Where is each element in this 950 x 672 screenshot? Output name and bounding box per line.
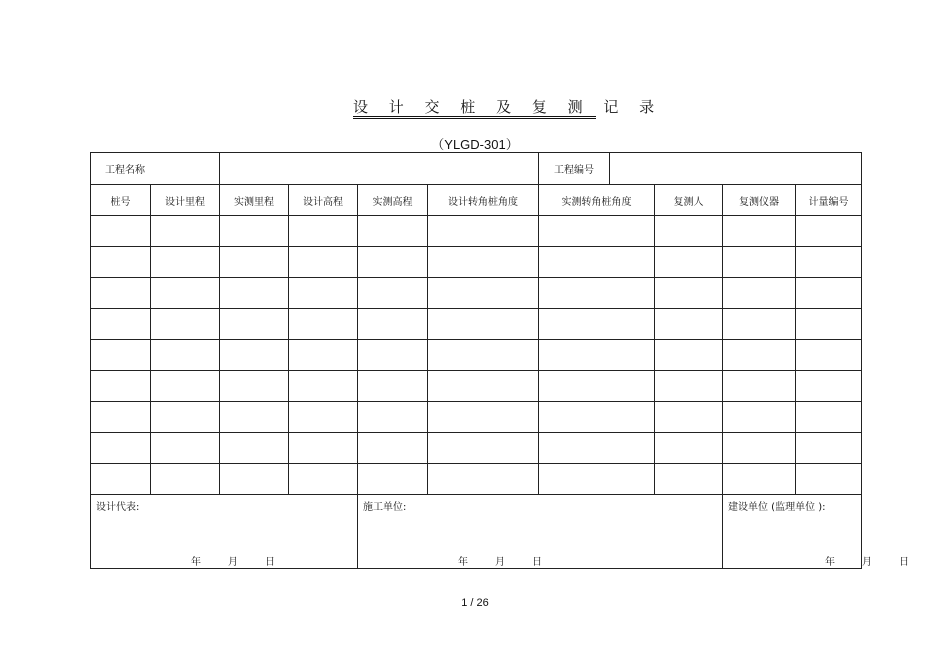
project-name-label-cell bbox=[91, 153, 220, 185]
header-cell: 设计里程 bbox=[151, 185, 220, 216]
table-cell[interactable] bbox=[358, 309, 428, 340]
table-cell[interactable] bbox=[151, 278, 220, 309]
table-cell[interactable] bbox=[796, 278, 862, 309]
table-cell[interactable] bbox=[151, 433, 220, 464]
table-cell[interactable] bbox=[655, 216, 723, 247]
table-cell[interactable] bbox=[289, 216, 358, 247]
table-cell[interactable] bbox=[723, 433, 796, 464]
table-cell[interactable] bbox=[91, 464, 151, 495]
table-cell[interactable] bbox=[91, 247, 151, 278]
table-cell[interactable] bbox=[428, 371, 539, 402]
table-cell[interactable] bbox=[723, 216, 796, 247]
signature-label: 建设单位 (监理单位 ): bbox=[728, 502, 826, 513]
table-cell[interactable] bbox=[796, 340, 862, 371]
table-row bbox=[91, 340, 862, 371]
header-cell: 设计转角桩角度 bbox=[428, 185, 539, 216]
table-cell[interactable] bbox=[796, 464, 862, 495]
table-cell[interactable] bbox=[723, 309, 796, 340]
table-cell[interactable] bbox=[655, 340, 723, 371]
table-cell[interactable] bbox=[539, 433, 655, 464]
table-cell[interactable] bbox=[220, 433, 289, 464]
project-number-inner bbox=[539, 153, 861, 184]
table-cell[interactable] bbox=[358, 402, 428, 433]
table-cell[interactable] bbox=[151, 371, 220, 402]
header-cell: 实测转角桩角度 bbox=[539, 185, 655, 216]
header-cell: 实测里程 bbox=[220, 185, 289, 216]
signature-construction-unit[interactable] bbox=[358, 495, 723, 569]
table-cell[interactable] bbox=[289, 309, 358, 340]
table-cell[interactable] bbox=[358, 433, 428, 464]
table-cell[interactable] bbox=[796, 309, 862, 340]
table-cell[interactable] bbox=[655, 278, 723, 309]
table-cell[interactable] bbox=[723, 247, 796, 278]
table-cell[interactable] bbox=[655, 402, 723, 433]
table-cell[interactable] bbox=[220, 216, 289, 247]
table-cell[interactable] bbox=[428, 433, 539, 464]
table-cell[interactable] bbox=[655, 309, 723, 340]
signature-row bbox=[91, 495, 862, 569]
table-cell[interactable] bbox=[358, 278, 428, 309]
table-cell[interactable] bbox=[796, 433, 862, 464]
table-cell[interactable] bbox=[539, 402, 655, 433]
header-cell: 复测人 bbox=[655, 185, 723, 216]
table-cell[interactable] bbox=[91, 433, 151, 464]
project-number-value[interactable] bbox=[610, 153, 862, 184]
table-cell[interactable] bbox=[151, 247, 220, 278]
table-row bbox=[91, 278, 862, 309]
table-row bbox=[91, 464, 862, 495]
table-cell[interactable] bbox=[91, 402, 151, 433]
signature-label: 施工单位: bbox=[363, 502, 407, 513]
header-row bbox=[91, 185, 862, 216]
table-cell[interactable] bbox=[358, 464, 428, 495]
table-cell[interactable] bbox=[428, 247, 539, 278]
table-row bbox=[91, 309, 862, 340]
table-cell[interactable] bbox=[220, 371, 289, 402]
table-cell[interactable] bbox=[358, 340, 428, 371]
header-cell: 复测仪器 bbox=[723, 185, 796, 216]
table-cell[interactable] bbox=[151, 309, 220, 340]
table-cell[interactable] bbox=[289, 340, 358, 371]
table-cell[interactable] bbox=[723, 371, 796, 402]
signature-date: 年 月 日 bbox=[191, 557, 275, 568]
table-cell[interactable] bbox=[289, 464, 358, 495]
table-cell[interactable] bbox=[723, 464, 796, 495]
table-row bbox=[91, 247, 862, 278]
table-cell[interactable] bbox=[539, 247, 655, 278]
table-cell[interactable] bbox=[289, 433, 358, 464]
table-cell[interactable] bbox=[151, 216, 220, 247]
table-cell[interactable] bbox=[220, 247, 289, 278]
table-cell[interactable] bbox=[796, 216, 862, 247]
project-number-cell bbox=[539, 153, 862, 185]
table-cell[interactable] bbox=[539, 464, 655, 495]
table-cell[interactable] bbox=[539, 216, 655, 247]
table-cell[interactable] bbox=[91, 371, 151, 402]
data-rows bbox=[91, 216, 862, 495]
table-cell[interactable] bbox=[151, 402, 220, 433]
table-cell[interactable] bbox=[539, 278, 655, 309]
table-cell[interactable] bbox=[289, 371, 358, 402]
signature-date: 年 月 日 bbox=[458, 557, 542, 568]
table-cell[interactable] bbox=[220, 278, 289, 309]
signature-date: 年 月 日 bbox=[825, 557, 909, 568]
table-cell[interactable] bbox=[151, 340, 220, 371]
table-row bbox=[91, 371, 862, 402]
table-cell[interactable] bbox=[723, 402, 796, 433]
table-cell[interactable] bbox=[289, 402, 358, 433]
project-number-label: 工程编号 bbox=[539, 153, 610, 184]
table-cell[interactable] bbox=[91, 216, 151, 247]
project-name-value[interactable] bbox=[220, 153, 539, 185]
page-indicator: 1 / 26 bbox=[461, 597, 489, 609]
signature-design-rep[interactable] bbox=[91, 495, 358, 569]
table-cell[interactable] bbox=[428, 464, 539, 495]
table-cell[interactable] bbox=[289, 247, 358, 278]
header-cell: 设计高程 bbox=[289, 185, 358, 216]
table-cell[interactable] bbox=[91, 278, 151, 309]
table-cell[interactable] bbox=[358, 371, 428, 402]
table-cell[interactable] bbox=[655, 247, 723, 278]
title-underline-double bbox=[353, 118, 596, 119]
form-code: （YLGD-301） bbox=[431, 137, 519, 152]
table-cell[interactable] bbox=[655, 464, 723, 495]
table-cell[interactable] bbox=[428, 216, 539, 247]
document-title: 设 计 交 桩 及 复 测 记 录 bbox=[353, 98, 663, 116]
table-cell[interactable] bbox=[428, 309, 539, 340]
table-cell[interactable] bbox=[428, 340, 539, 371]
header-cell: 桩号 bbox=[91, 185, 151, 216]
table-cell[interactable] bbox=[358, 247, 428, 278]
table-cell[interactable] bbox=[539, 371, 655, 402]
table-cell[interactable] bbox=[91, 309, 151, 340]
table-row bbox=[91, 433, 862, 464]
title-underline bbox=[353, 116, 596, 117]
header-cell: 实测高程 bbox=[358, 185, 428, 216]
table-cell[interactable] bbox=[428, 278, 539, 309]
table-cell[interactable] bbox=[723, 340, 796, 371]
table-cell[interactable] bbox=[289, 278, 358, 309]
table-cell[interactable] bbox=[358, 216, 428, 247]
project-name-label: 工程名称 bbox=[105, 165, 145, 176]
table-cell[interactable] bbox=[655, 433, 723, 464]
signature-label: 设计代表: bbox=[96, 502, 140, 513]
record-table bbox=[90, 152, 909, 569]
table-cell[interactable] bbox=[796, 247, 862, 278]
signature-owner-supervisor[interactable] bbox=[723, 495, 909, 569]
project-row bbox=[91, 153, 862, 185]
table-cell[interactable] bbox=[539, 340, 655, 371]
table-cell[interactable] bbox=[539, 309, 655, 340]
header-cell: 计量编号 bbox=[796, 185, 862, 216]
table-cell[interactable] bbox=[723, 278, 796, 309]
table-cell[interactable] bbox=[220, 340, 289, 371]
table-cell[interactable] bbox=[91, 340, 151, 371]
table-cell[interactable] bbox=[796, 371, 862, 402]
table-cell[interactable] bbox=[151, 464, 220, 495]
table-row bbox=[91, 402, 862, 433]
table-cell[interactable] bbox=[220, 402, 289, 433]
table-cell[interactable] bbox=[220, 309, 289, 340]
table-cell[interactable] bbox=[220, 464, 289, 495]
table-cell[interactable] bbox=[428, 402, 539, 433]
table-row bbox=[91, 216, 862, 247]
table-cell[interactable] bbox=[796, 402, 862, 433]
table-cell[interactable] bbox=[655, 371, 723, 402]
